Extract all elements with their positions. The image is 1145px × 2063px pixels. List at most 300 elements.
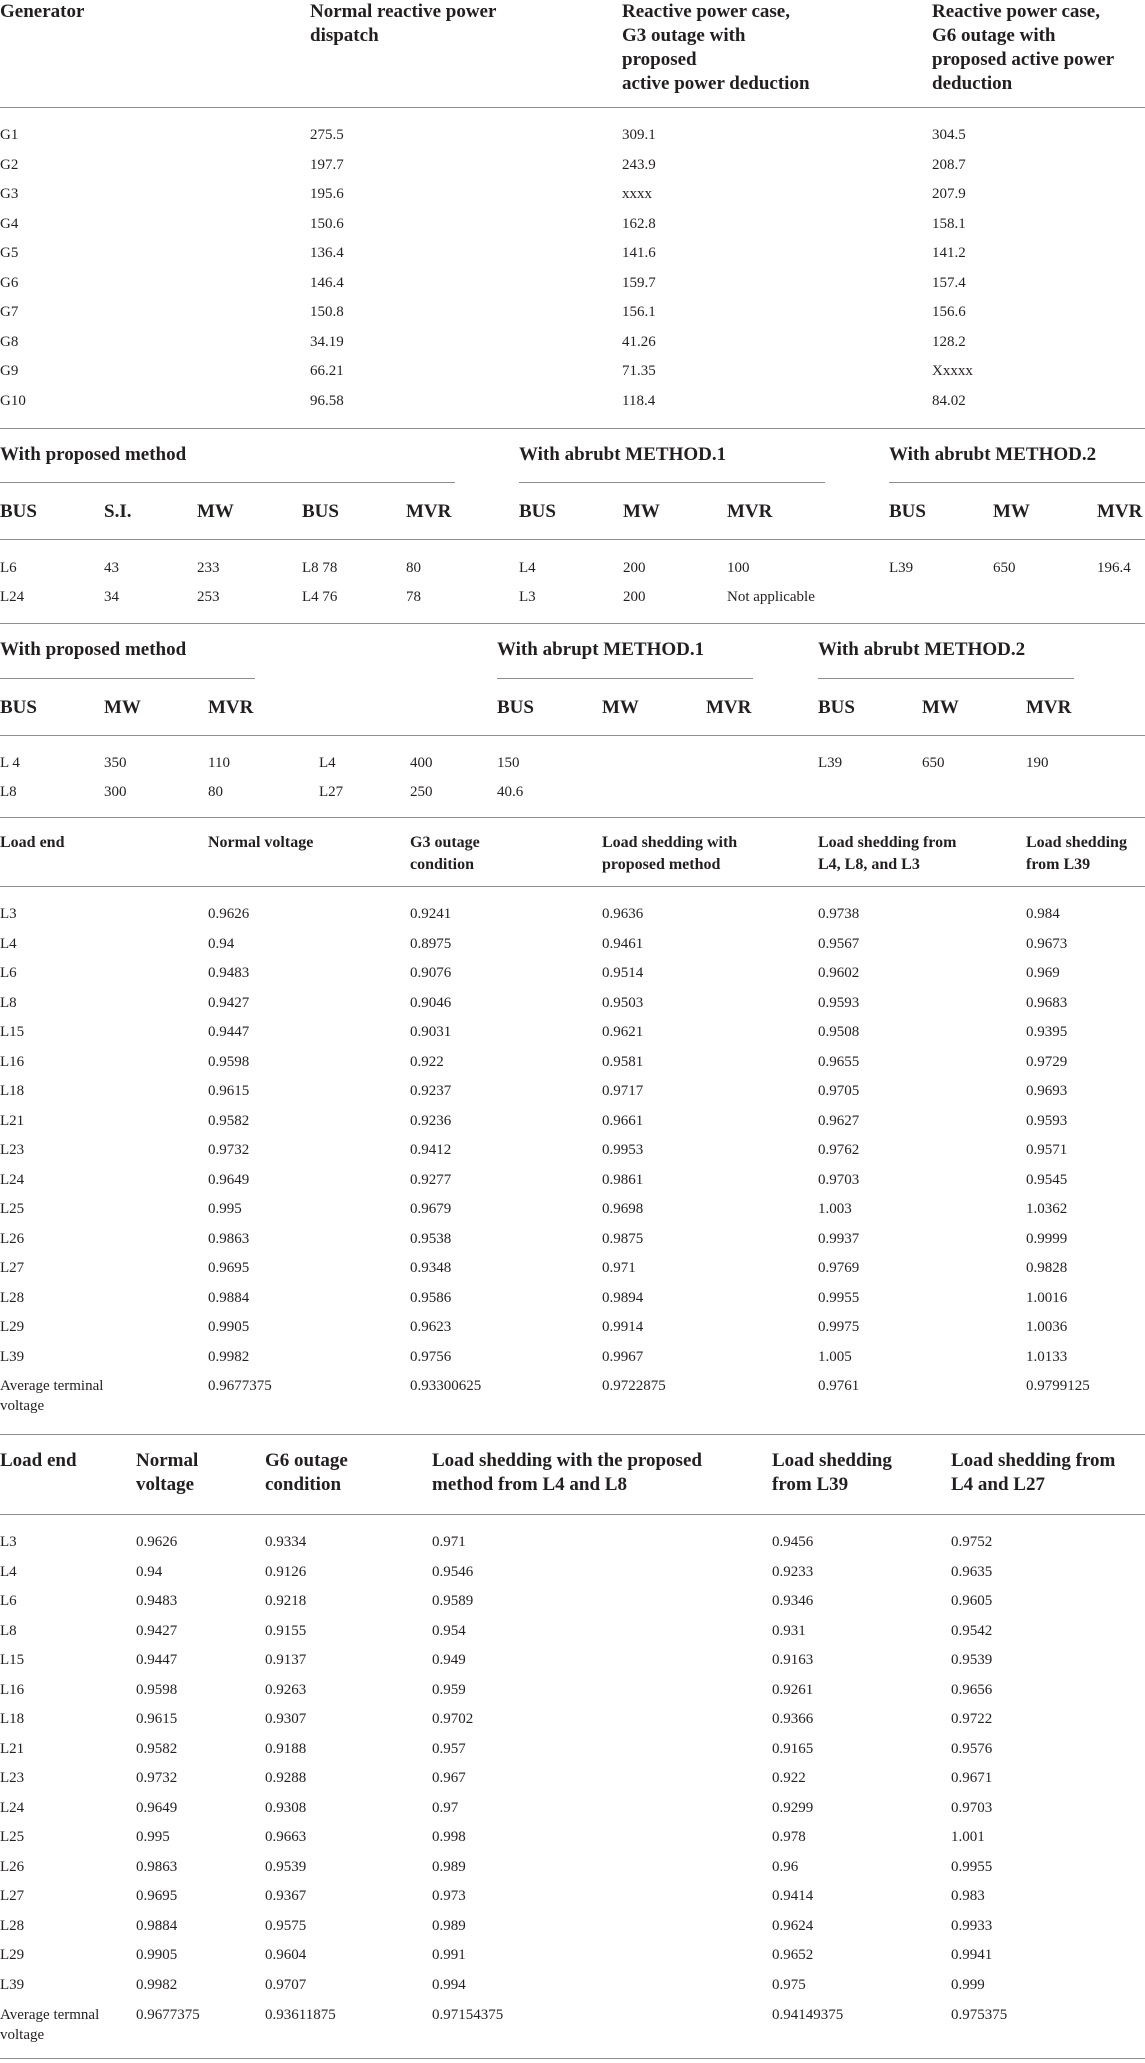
row-label: L39 <box>0 1976 25 1993</box>
header-rule <box>0 1514 1145 1515</box>
row-label: G5 <box>0 245 19 261</box>
table-cell: 156.6 <box>932 304 966 320</box>
column-header: MVR <box>208 697 254 718</box>
column-header: from L39 <box>772 1474 849 1495</box>
table-cell: 71.35 <box>622 363 656 379</box>
table-cell: 0.9769 <box>818 1260 860 1276</box>
table-cell: 78 <box>406 589 421 605</box>
table-cell: 0.9695 <box>136 1888 178 1904</box>
column-header: dispatch <box>310 25 379 46</box>
table-cell: 0.9762 <box>818 1142 860 1158</box>
group-rule <box>0 482 455 483</box>
table-cell: 0.9514 <box>602 965 644 981</box>
column-header: BUS <box>818 697 855 718</box>
table-cell: 150.8 <box>310 304 344 320</box>
table-cell: 0.9875 <box>602 1230 644 1247</box>
table-cell: 0.8975 <box>410 935 452 952</box>
table-cell: 300 <box>104 784 127 800</box>
column-header: MVR <box>727 501 773 522</box>
table-cell: 0.9703 <box>818 1171 860 1188</box>
table-cell: 0.969 <box>1026 965 1060 981</box>
table-cell: 0.9218 <box>265 1593 307 1609</box>
average-value: 0.975375 <box>951 2007 1008 2023</box>
table-cell: 0.9163 <box>772 1652 814 1668</box>
table-cell: xxxx <box>622 186 652 202</box>
table-cell: 0.9717 <box>602 1083 644 1099</box>
group-rule <box>818 678 1074 679</box>
table-cell: 0.9999 <box>1026 1230 1068 1247</box>
row-label: G1 <box>0 127 19 143</box>
table-cell: 0.9307 <box>265 1711 307 1727</box>
table-cell: 84.02 <box>932 392 966 409</box>
row-label: L6 <box>0 965 17 981</box>
table-cell: 141.2 <box>932 245 966 261</box>
average-row-label: Average terminal <box>0 1378 104 1394</box>
table-cell: 0.9955 <box>951 1858 993 1875</box>
table-cell: 0.9456 <box>772 1534 814 1550</box>
table-cell: 0.9615 <box>136 1711 178 1727</box>
table-cell: 0.9729 <box>1026 1053 1068 1070</box>
column-header: MW <box>623 501 660 522</box>
row-label: G2 <box>0 156 19 173</box>
table-cell: 350 <box>104 755 127 771</box>
table-cell: 0.9732 <box>208 1142 250 1158</box>
table-cell: 0.9263 <box>265 1681 307 1698</box>
header-rule <box>0 735 1145 736</box>
table-cell: 0.9576 <box>951 1740 993 1757</box>
column-header: Load shedding with <box>602 834 738 851</box>
table-cell: 0.9975 <box>818 1319 860 1335</box>
table-cell: 0.9346 <box>772 1593 814 1609</box>
row-label: L16 <box>0 1053 25 1070</box>
column-header: BUS <box>889 501 926 522</box>
table-cell: 0.9427 <box>208 994 250 1011</box>
table-cell: 0.9155 <box>265 1622 307 1639</box>
table-cell: 0.9031 <box>410 1024 452 1040</box>
table-cell: 0.9241 <box>410 906 452 922</box>
table-cell: 0.9671 <box>951 1770 993 1786</box>
table-cell: 0.9738 <box>818 906 860 922</box>
table-cell: 0.922 <box>772 1770 806 1786</box>
table-cell: 0.9624 <box>772 1917 814 1934</box>
column-header: MVR <box>706 697 752 718</box>
column-header: L4 and L27 <box>951 1474 1045 1495</box>
column-header: MVR <box>406 501 452 522</box>
column-header: proposed active power <box>932 49 1115 70</box>
column-header: voltage <box>136 1474 195 1495</box>
table-cell: 0.9627 <box>818 1112 860 1129</box>
table-cell: 0.9483 <box>136 1593 178 1609</box>
column-header: Load shedding from <box>818 834 957 851</box>
column-header: MW <box>104 697 141 718</box>
average-row-label: voltage <box>0 1398 45 1414</box>
column-header: condition <box>265 1474 342 1495</box>
group-title: With abrubt METHOD.2 <box>818 639 1026 660</box>
table-cell: L27 <box>319 784 344 800</box>
table-cell: 0.9894 <box>602 1289 644 1306</box>
table-cell: 146.4 <box>310 274 344 291</box>
column-header: Normal reactive power <box>310 1 497 22</box>
table-cell: 0.989 <box>432 1917 466 1934</box>
table-cell: 80 <box>208 784 223 800</box>
row-label: L4 <box>0 935 17 952</box>
table-cell: 0.9863 <box>136 1858 178 1875</box>
average-value: 0.9799125 <box>1026 1378 1090 1394</box>
table-cell: 1.003 <box>818 1201 852 1217</box>
table-cell: 0.9582 <box>208 1112 250 1129</box>
row-label: L15 <box>0 1024 25 1040</box>
table-cell: 0.9656 <box>951 1681 993 1698</box>
group-rule <box>519 482 825 483</box>
table-cell: 0.9299 <box>772 1799 814 1816</box>
group-title: With abrubt METHOD.1 <box>519 444 727 465</box>
table-cell: 0.949 <box>432 1652 466 1668</box>
average-row-label: voltage <box>0 2027 45 2043</box>
table-cell: 0.9661 <box>602 1112 644 1129</box>
row-label: L18 <box>0 1711 25 1727</box>
row-label: L29 <box>0 1947 25 1963</box>
column-header: MW <box>197 501 234 522</box>
table-cell: 0.959 <box>432 1681 466 1698</box>
table-cell: 0.9863 <box>208 1230 250 1247</box>
table-cell: 0.9589 <box>432 1593 474 1609</box>
table-cell: 253 <box>197 589 220 605</box>
table-cell: 80 <box>406 560 421 576</box>
table-cell: 650 <box>922 755 945 771</box>
table-cell: 0.957 <box>432 1740 466 1757</box>
table-cell: 156.1 <box>622 304 656 320</box>
table-cell: 0.991 <box>432 1947 466 1963</box>
row-label: L4 <box>0 1563 17 1580</box>
table-cell: 0.9165 <box>772 1740 814 1757</box>
table-bottom-rule <box>0 2058 1145 2059</box>
table-cell: 0.9905 <box>208 1319 250 1335</box>
table-cell: 0.9447 <box>208 1024 250 1040</box>
table-cell: 0.96 <box>772 1858 799 1875</box>
row-label: L39 <box>0 1348 25 1365</box>
table-cell: 0.9933 <box>951 1917 993 1934</box>
column-header: Normal voltage <box>208 834 314 851</box>
table-cell: 0.9288 <box>265 1770 307 1786</box>
table-cell: 1.0036 <box>1026 1319 1068 1335</box>
table-cell: 0.954 <box>432 1622 466 1639</box>
row-label: G9 <box>0 363 19 379</box>
table-cell: L6 <box>0 560 17 576</box>
row-label: G6 <box>0 274 19 291</box>
table-cell: 0.9756 <box>410 1348 452 1365</box>
row-label: L27 <box>0 1260 25 1276</box>
table-cell: 0.9673 <box>1026 935 1068 952</box>
table-cell: 0.984 <box>1026 906 1060 922</box>
row-label: L24 <box>0 1171 25 1188</box>
table-cell: 0.983 <box>951 1888 985 1904</box>
table-cell: 0.9861 <box>602 1171 644 1188</box>
table-cell: 0.9705 <box>818 1083 860 1099</box>
table-cell: Not applicable <box>727 589 815 605</box>
table-cell: 207.9 <box>932 186 966 202</box>
average-value: 0.9722875 <box>602 1378 666 1394</box>
column-header: Load shedding with the proposed <box>432 1450 702 1471</box>
table-cell: 233 <box>197 560 220 576</box>
table-cell: 0.9914 <box>602 1319 644 1335</box>
row-label: L25 <box>0 1829 25 1845</box>
table-cell: 0.9604 <box>265 1947 307 1963</box>
table-cell: 0.9581 <box>602 1053 644 1070</box>
table-cell: 0.9732 <box>136 1770 178 1786</box>
row-label: L18 <box>0 1083 25 1099</box>
row-label: L24 <box>0 1799 25 1816</box>
table-cell: 0.9695 <box>208 1260 250 1276</box>
row-label: L27 <box>0 1888 25 1904</box>
table-cell: 0.9593 <box>1026 1112 1068 1129</box>
table-cell: 0.9427 <box>136 1622 178 1639</box>
table-cell: 0.9884 <box>136 1917 178 1934</box>
table-cell: 110 <box>208 755 230 771</box>
table-cell: 40.6 <box>497 784 524 800</box>
table-cell: 0.9334 <box>265 1534 307 1550</box>
column-header: method from L4 and L8 <box>432 1474 627 1495</box>
table-cell: 304.5 <box>932 127 966 143</box>
table-cell: 0.9967 <box>602 1348 644 1365</box>
table-cell: 128.2 <box>932 333 966 350</box>
row-label: L23 <box>0 1770 25 1786</box>
table-cell: 0.9508 <box>818 1024 860 1040</box>
table-cell: 43 <box>104 560 119 576</box>
table-cell: 0.971 <box>602 1260 636 1276</box>
group-rule <box>497 678 753 679</box>
table-cell: L 4 <box>0 755 20 771</box>
table-cell: 200 <box>623 589 646 605</box>
table-cell: 136.4 <box>310 245 344 261</box>
column-header: MVR <box>1026 697 1072 718</box>
table-cell: 0.9602 <box>818 965 860 981</box>
average-value: 0.9677375 <box>136 2007 200 2023</box>
table-cell: 0.9575 <box>265 1917 307 1934</box>
column-header: deduction <box>932 73 1013 94</box>
average-value: 0.97154375 <box>432 2007 504 2023</box>
table-cell: 41.26 <box>622 333 656 350</box>
column-header: Load shedding <box>772 1450 892 1471</box>
table-cell: 0.9582 <box>136 1740 178 1757</box>
column-header: G3 outage <box>410 834 480 851</box>
table-cell: 0.9905 <box>136 1947 178 1963</box>
table-cell: 0.9395 <box>1026 1024 1068 1040</box>
table-cell: 0.9982 <box>208 1348 250 1365</box>
row-label: L6 <box>0 1593 17 1609</box>
table-cell: 0.9626 <box>208 906 250 922</box>
column-header: G6 outage with <box>932 25 1056 46</box>
row-label: G4 <box>0 215 19 232</box>
table-cell: 0.9636 <box>602 906 644 922</box>
table-cell: 0.9982 <box>136 1976 178 1993</box>
row-label: G8 <box>0 333 19 350</box>
average-value: 0.9677375 <box>208 1378 272 1394</box>
column-header: S.I. <box>104 501 132 522</box>
table-cell: 195.6 <box>310 186 344 202</box>
table-cell: 0.9571 <box>1026 1142 1068 1158</box>
group-title: With proposed method <box>0 444 187 465</box>
table-cell: 208.7 <box>932 156 966 173</box>
table-cell: 0.9884 <box>208 1289 250 1306</box>
table-cell: 159.7 <box>622 274 656 291</box>
table-cell: 250 <box>410 784 433 800</box>
table-cell: 118.4 <box>622 392 656 409</box>
column-header: Reactive power case, <box>932 1 1100 22</box>
table-cell: 0.9539 <box>951 1652 993 1668</box>
table-cell: 0.989 <box>432 1858 466 1875</box>
table-cell: 0.922 <box>410 1053 444 1070</box>
table-cell: L8 78 <box>302 560 338 576</box>
table-cell: L39 <box>818 755 843 771</box>
column-header: MW <box>993 501 1030 522</box>
table-cell: 1.0133 <box>1026 1348 1068 1365</box>
column-header: from L39 <box>1026 856 1091 873</box>
table-cell: 0.9623 <box>410 1319 452 1335</box>
table-cell: 0.9538 <box>410 1230 452 1247</box>
group-title: With abrubt METHOD.2 <box>889 444 1097 465</box>
group-title: With abrupt METHOD.1 <box>497 639 705 660</box>
table-cell: 34 <box>104 589 119 605</box>
table-cell: 0.978 <box>772 1829 806 1845</box>
column-header: condition <box>410 856 475 873</box>
table-cell: 0.97 <box>432 1799 459 1816</box>
row-label: L26 <box>0 1230 25 1247</box>
table-cell: 0.9414 <box>772 1888 814 1904</box>
table-cell: 0.9539 <box>265 1858 307 1875</box>
column-header: BUS <box>0 501 37 522</box>
column-header: MW <box>602 697 639 718</box>
row-label: L29 <box>0 1319 25 1335</box>
table-cell: L24 <box>0 589 25 605</box>
row-label: L25 <box>0 1201 25 1217</box>
table-cell: 0.9828 <box>1026 1260 1068 1276</box>
table-cell: 0.9542 <box>951 1622 993 1639</box>
table-cell: 0.967 <box>432 1770 466 1786</box>
table-cell: 0.9649 <box>136 1799 178 1816</box>
column-header: G3 outage with <box>622 25 746 46</box>
row-label: L23 <box>0 1142 25 1158</box>
table-cell: 0.9308 <box>265 1799 307 1816</box>
table-cell: 0.9598 <box>208 1053 250 1070</box>
table-cell: 0.9586 <box>410 1289 452 1306</box>
table-cell: 141.6 <box>622 245 656 261</box>
table-cell: 0.9137 <box>265 1652 307 1668</box>
table-cell: 309.1 <box>622 127 656 143</box>
table-cell: 0.9679 <box>410 1201 452 1217</box>
column-header: MW <box>922 697 959 718</box>
table-cell: 150 <box>497 755 520 771</box>
table-cell: 157.4 <box>932 274 966 291</box>
table-cell: 0.9722 <box>951 1711 993 1727</box>
average-value: 0.93300625 <box>410 1378 482 1394</box>
table-cell: 0.94 <box>136 1563 163 1580</box>
table-cell: 0.9261 <box>772 1681 814 1698</box>
table-cell: 0.9545 <box>1026 1171 1068 1188</box>
table-cell: 0.9447 <box>136 1652 178 1668</box>
table-cell: 0.9605 <box>951 1593 993 1609</box>
table-cell: 196.4 <box>1097 560 1131 576</box>
table-cell: 0.975 <box>772 1976 806 1993</box>
row-label: G3 <box>0 186 19 202</box>
table-cell: 0.9076 <box>410 965 452 981</box>
table-cell: 0.9698 <box>602 1201 644 1217</box>
row-label: L16 <box>0 1681 25 1698</box>
column-header: BUS <box>497 697 534 718</box>
table-cell: 0.9635 <box>951 1563 993 1580</box>
table-cell: 197.7 <box>310 156 344 173</box>
column-header: MVR <box>1097 501 1143 522</box>
table-cell: 0.9598 <box>136 1681 178 1698</box>
table-cell: 0.995 <box>136 1829 170 1845</box>
table-cell: 0.9655 <box>818 1053 860 1070</box>
table-bottom-rule <box>0 428 1145 429</box>
table-cell: 1.001 <box>951 1829 985 1845</box>
column-header: Load end <box>0 1450 77 1471</box>
average-value: 0.93611875 <box>265 2007 336 2023</box>
table-cell: L3 <box>519 589 536 605</box>
table-cell: 0.995 <box>208 1201 242 1217</box>
average-value: 0.9761 <box>818 1378 860 1394</box>
table-cell: 158.1 <box>932 215 966 232</box>
table-cell: 0.931 <box>772 1622 806 1639</box>
table-cell: L4 <box>519 560 536 576</box>
column-header: proposed <box>622 49 697 70</box>
row-label: L26 <box>0 1858 25 1875</box>
table-cell: 0.9693 <box>1026 1083 1068 1099</box>
table-cell: 0.9663 <box>265 1829 307 1845</box>
row-label: L28 <box>0 1917 25 1934</box>
table-cell: 0.9046 <box>410 994 452 1011</box>
table-cell: L39 <box>889 560 914 576</box>
header-rule <box>0 886 1145 887</box>
table-cell: 0.9412 <box>410 1142 452 1158</box>
table-cell: 0.9707 <box>265 1976 307 1993</box>
table-cell: 0.9483 <box>208 965 250 981</box>
table-cell: 0.9652 <box>772 1947 814 1963</box>
table-cell: 0.9546 <box>432 1563 474 1580</box>
table-cell: L4 76 <box>302 589 338 605</box>
table-cell: 0.9237 <box>410 1083 452 1099</box>
table-cell: 0.9649 <box>208 1171 250 1188</box>
table-cell: 150.6 <box>310 215 344 232</box>
row-label: L21 <box>0 1740 25 1757</box>
table-cell: 66.21 <box>310 363 344 379</box>
table-cell: 100 <box>727 560 750 576</box>
column-header: BUS <box>302 501 339 522</box>
table-bottom-rule <box>0 817 1145 818</box>
table-cell: 0.9348 <box>410 1260 452 1276</box>
row-label: L3 <box>0 906 17 922</box>
column-header: BUS <box>0 697 37 718</box>
header-rule <box>0 107 1145 108</box>
table-cell: 200 <box>623 560 646 576</box>
table-cell: 1.0362 <box>1026 1201 1068 1217</box>
row-label: L21 <box>0 1112 25 1129</box>
header-rule <box>0 539 1145 540</box>
table-cell: Xxxxx <box>932 363 973 379</box>
table-cell: 1.0016 <box>1026 1289 1068 1306</box>
table-cell: 243.9 <box>622 156 656 173</box>
column-header: Reactive power case, <box>622 1 790 22</box>
group-title: With proposed method <box>0 639 187 660</box>
column-header: G6 outage <box>265 1450 348 1471</box>
table-cell: 0.9683 <box>1026 994 1068 1011</box>
table-cell: 0.94 <box>208 935 235 952</box>
table-cell: 190 <box>1026 755 1049 771</box>
table-cell: 0.9955 <box>818 1289 860 1306</box>
table-cell: 0.9236 <box>410 1112 452 1129</box>
table-cell: L8 <box>0 784 17 800</box>
